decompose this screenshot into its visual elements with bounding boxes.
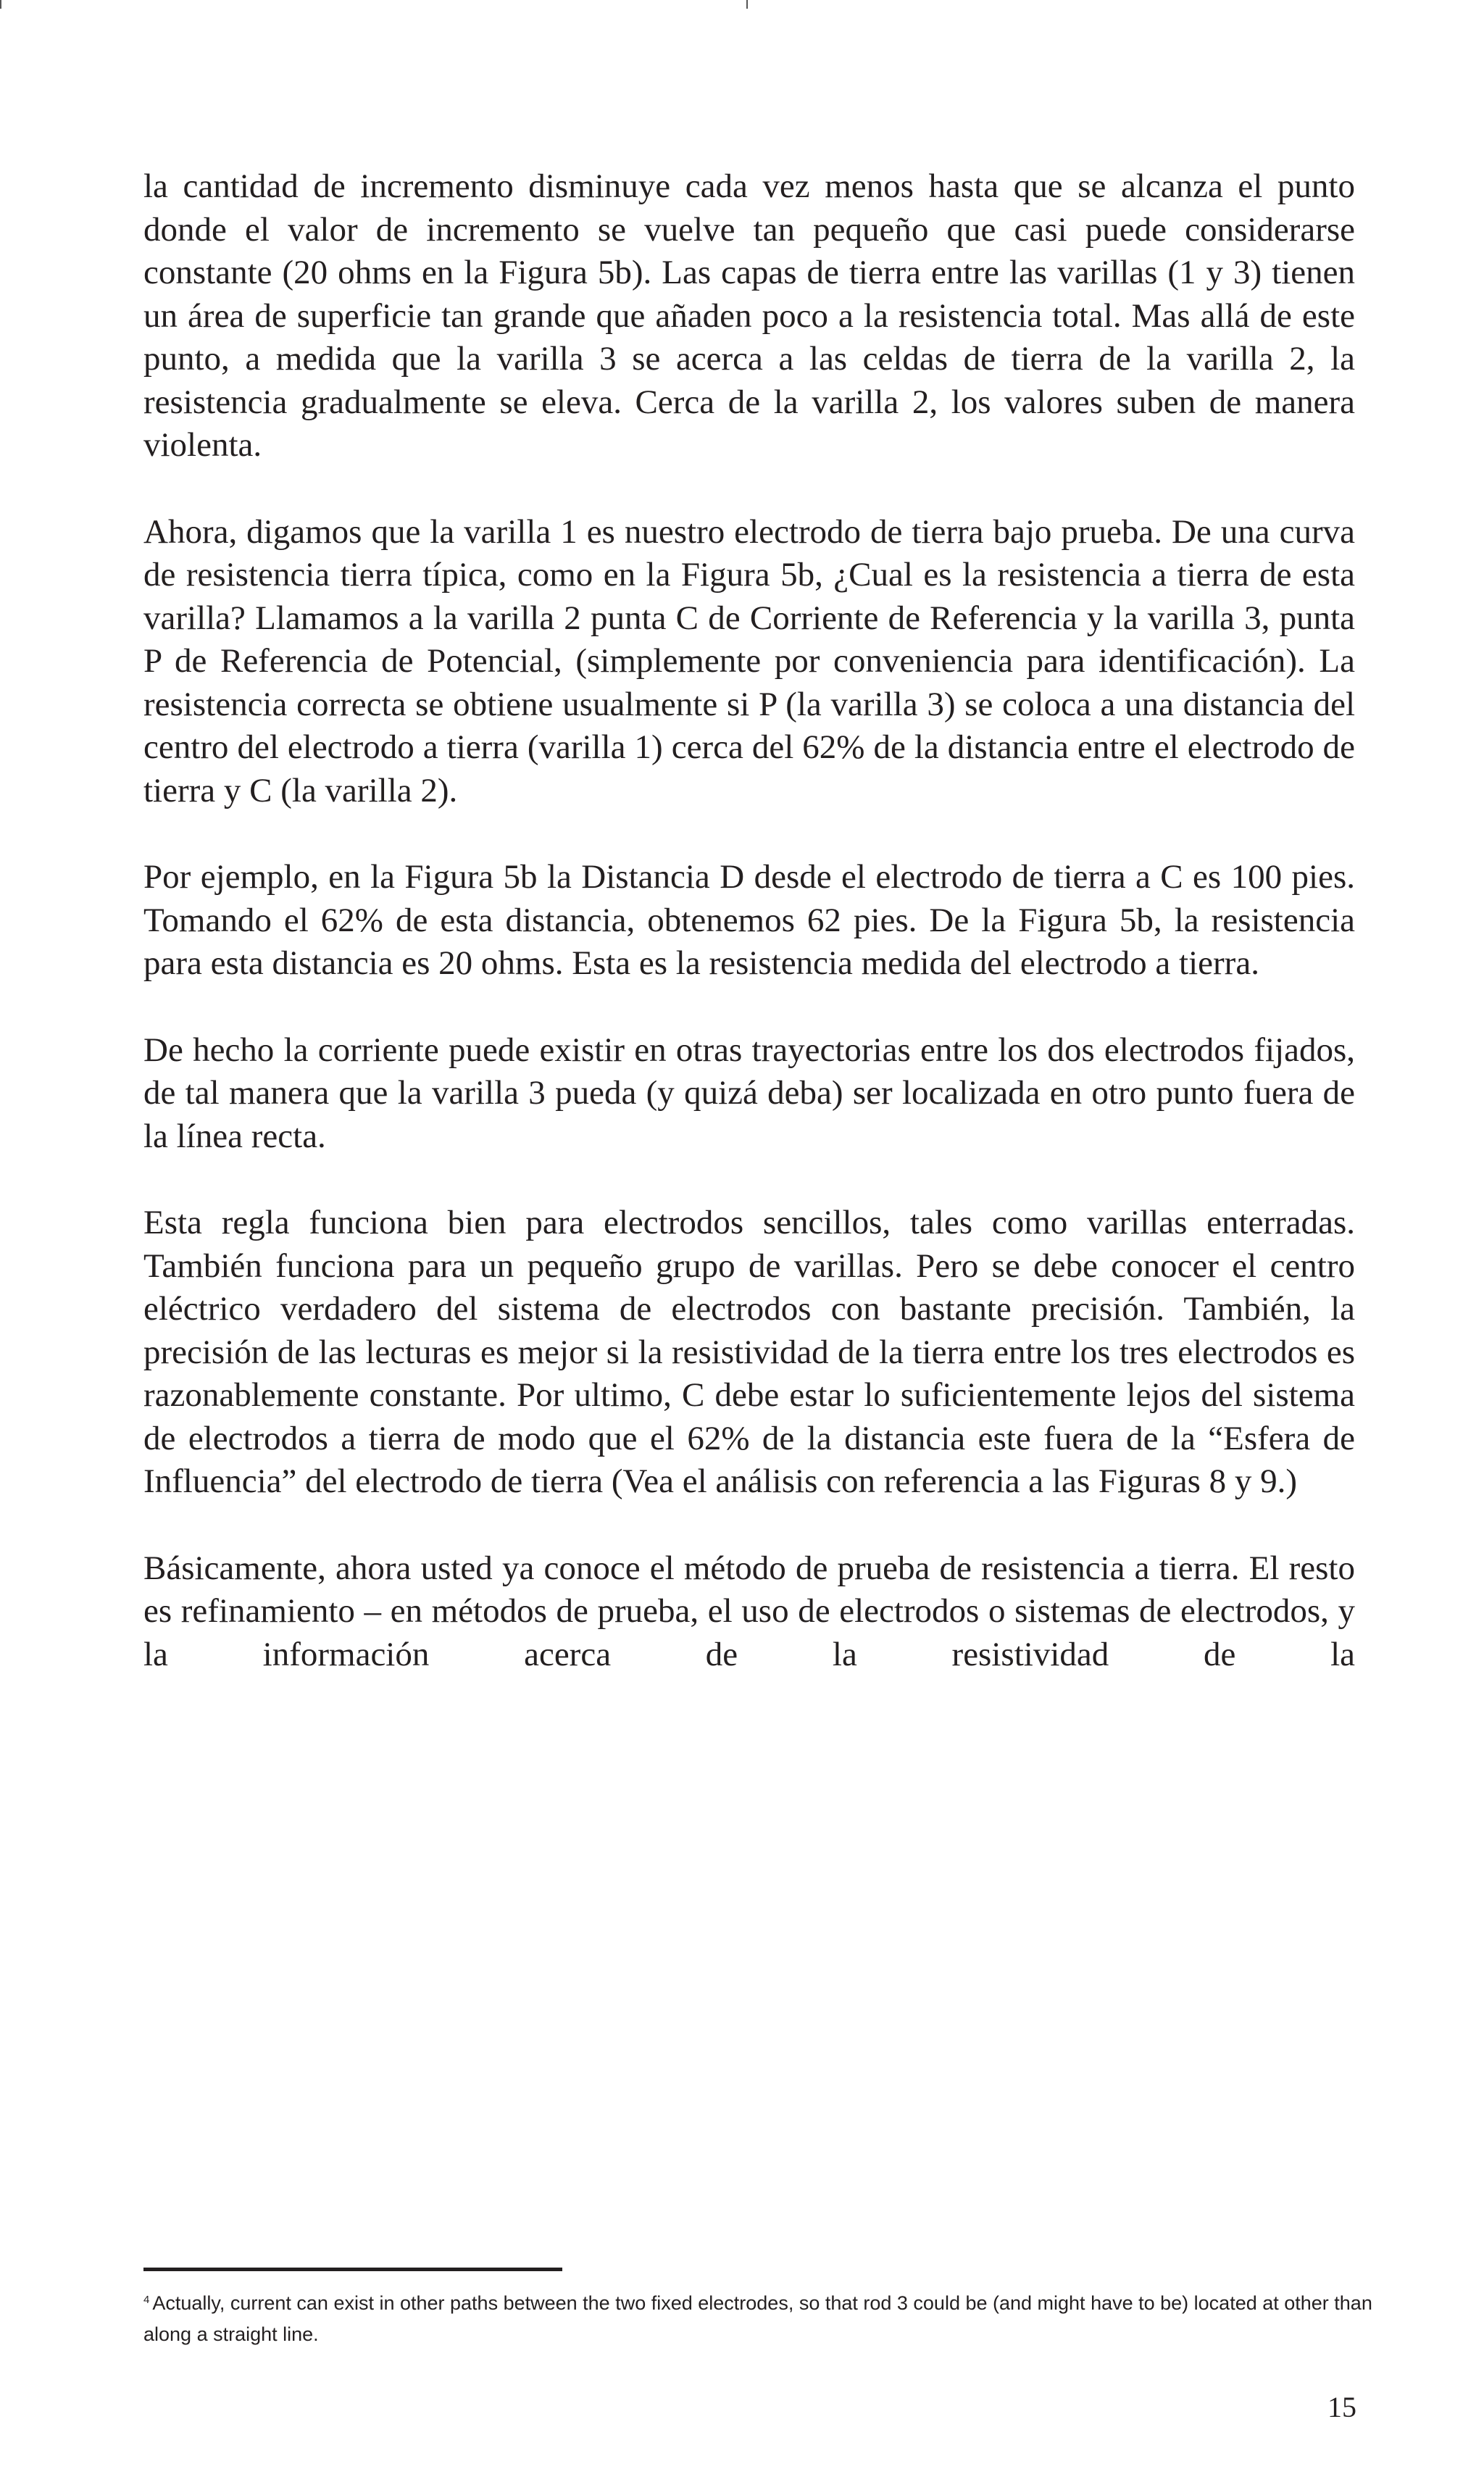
footnote-marker: 4 [143,2294,150,2306]
paragraph-1: la cantidad de incremento disminuye cada vez menos hasta que se alcanza el punto donde el valor de incremento se vuelve tan pequeño que casi puede considerarse constante (20 ohms en la Figura 5b). Las capas de tierra entre las varillas (1 y 3) tienen un área de superficie tan grande que añaden poco a la resistencia total. Mas allá de este punto, a medida que la varilla 3 se acerca a las celdas de tierra de la varilla 2, la resistencia gradualmente se eleva. Cerca de la varilla 2, los valores suben de manera violenta. [143,167,1355,464]
crop-mark-center [746,0,748,9]
paragraph-2: Ahora, digamos que la varilla 1 es nuestro electrodo de tierra bajo prueba. De una curva de resistencia tierra típica, como en la Figura 5b, ¿Cual es la resistencia a tierra de esta varilla? Llamamos a la varilla 2 punta C de Corriente de Referencia y la varilla 3, punta P de Referencia de Potencial, (simplemente por conveniencia para identificación). La resistencia correcta se obtiene usualmente si P (la varilla 3) se coloca a una distancia del centro del electrodo a tierra (varilla 1) cerca del 62% de la distancia entre el electrodo de tierra y C (la varilla 2). [143,512,1355,809]
footnote [143,2284,1390,2350]
footnote-divider [143,2268,562,2271]
crop-mark-left [0,0,1,9]
footnote-text: Actually, current can exist in other paths between the two fixed electrodes, so that rod 3 could be (and might have to be) located at other than along a straight line. [143,2292,1372,2345]
paragraph-4: De hecho la corriente puede existir en otras trayectorias entre los dos electrodos fijados, de tal manera que la varilla 3 pueda (y quizá deba) ser localizada en otro punto fuera de la línea recta. [143,1031,1355,1155]
paragraph-5: Esta regla funciona bien para electrodos sencillos, tales como varillas enterradas. También funciona para un pequeño grupo de varillas. Pero se debe conocer el centro eléctrico verdadero del sistema de electrodos con bastante precisión. También, la precisión de las lecturas es mejor si la resistividad de la tierra entre los tres electrodos es razonablemente constante. Por ultimo, C debe estar lo suficientemente lejos del sistema de electrodos a tierra de modo que el 62% de la distancia este fuera de la “Esfera de Influencia” del electrodo de tierra (Vea el análisis con referencia a las Figuras 8 y 9.) [143,1204,1355,1500]
body-text [143,165,1355,1720]
paragraph-3: Por ejemplo, en la Figura 5b la Distancia D desde el electrodo de tierra a C es 100 pies. Tomando el 62% de esta distancia, obtenemos 62 pies. De la Figura 5b, la resistencia para esta distancia es 20 ohms. Esta es la resistencia medida del electrodo a tierra. [143,858,1355,982]
page-number: 15 [1327,2391,1356,2423]
paragraph-6: Básicamente, ahora usted ya conoce el método de prueba de resistencia a tierra. El resto es refinamiento – en métodos de prueba, el uso de electrodos o sistemas de electrodos, y la información acerca de la resistividad de la [143,1549,1355,1673]
